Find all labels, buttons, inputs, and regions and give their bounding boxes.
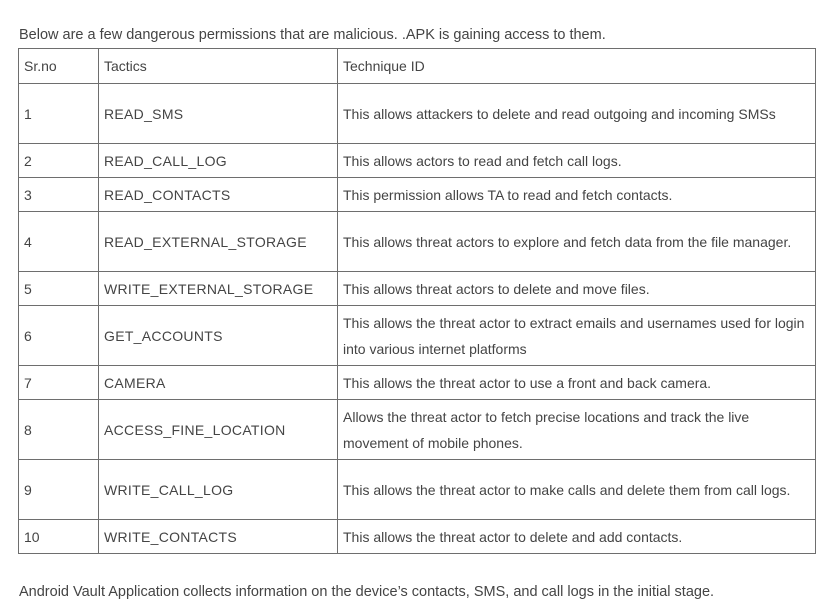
table-row xyxy=(19,460,816,520)
table-row xyxy=(19,84,816,144)
row-technique: This allows the threat actor to make calls and delete them from call logs. xyxy=(338,460,816,520)
row-technique: This permission allows TA to read and fetch contacts. xyxy=(338,178,816,212)
row-srno: 3 xyxy=(19,178,99,212)
permissions-table xyxy=(18,48,816,554)
row-srno: 10 xyxy=(19,520,99,554)
row-technique: This allows threat actors to delete and move files. xyxy=(338,272,816,306)
row-srno: 5 xyxy=(19,272,99,306)
row-technique: This allows the threat actor to extract emails and usernames used for login into various internet platforms xyxy=(338,306,816,366)
row-srno: 6 xyxy=(19,306,99,366)
header-technique-id: Technique ID xyxy=(338,49,816,84)
header-tactics: Tactics xyxy=(99,49,338,84)
row-tactic: READ_CALL_LOG xyxy=(99,144,338,178)
table-header-row xyxy=(19,49,816,84)
row-technique: Allows the threat actor to fetch precise locations and track the live movement of mobile phones. xyxy=(338,400,816,460)
table-row xyxy=(19,144,816,178)
row-technique: This allows threat actors to explore and fetch data from the file manager. xyxy=(338,212,816,272)
row-tactic: ACCESS_FINE_LOCATION xyxy=(99,400,338,460)
row-tactic: READ_CONTACTS xyxy=(99,178,338,212)
row-srno: 2 xyxy=(19,144,99,178)
row-tactic: WRITE_CALL_LOG xyxy=(99,460,338,520)
row-srno: 7 xyxy=(19,366,99,400)
table-row xyxy=(19,306,816,366)
table-row xyxy=(19,366,816,400)
footer-paragraph: Android Vault Application collects information on the device’s contacts, SMS, and call logs in the initial stage. xyxy=(19,583,715,600)
row-technique: This allows attackers to delete and read outgoing and incoming SMSs xyxy=(338,84,816,144)
row-tactic: WRITE_CONTACTS xyxy=(99,520,338,554)
row-srno: 8 xyxy=(19,400,99,460)
row-technique: This allows actors to read and fetch call logs. xyxy=(338,144,816,178)
table-row xyxy=(19,400,816,460)
row-tactic: READ_EXTERNAL_STORAGE xyxy=(99,212,338,272)
row-srno: 9 xyxy=(19,460,99,520)
table-row xyxy=(19,520,816,554)
row-technique: This allows the threat actor to delete and add contacts. xyxy=(338,520,816,554)
table-row xyxy=(19,212,816,272)
row-srno: 1 xyxy=(19,84,99,144)
row-tactic: WRITE_EXTERNAL_STORAGE xyxy=(99,272,338,306)
intro-paragraph: Below are a few dangerous permissions that are malicious. .APK is gaining access to them. xyxy=(19,26,606,43)
table-row xyxy=(19,272,816,306)
header-srno: Sr.no xyxy=(19,49,99,84)
row-srno: 4 xyxy=(19,212,99,272)
row-tactic: READ_SMS xyxy=(99,84,338,144)
table-row xyxy=(19,178,816,212)
row-tactic: GET_ACCOUNTS xyxy=(99,306,338,366)
row-technique: This allows the threat actor to use a front and back camera. xyxy=(338,366,816,400)
row-tactic: CAMERA xyxy=(99,366,338,400)
